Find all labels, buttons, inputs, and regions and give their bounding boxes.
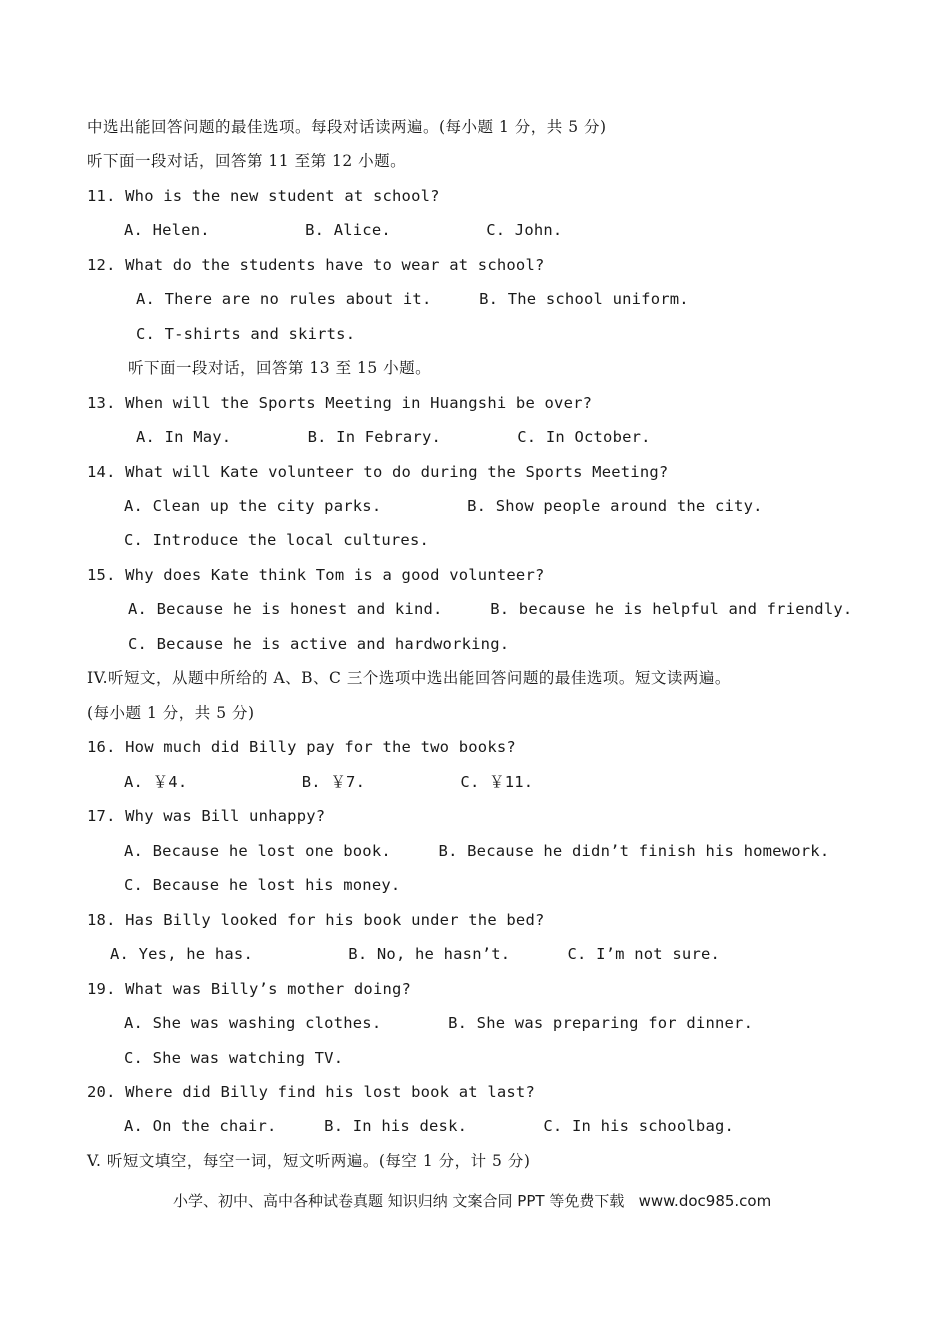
question-18: 18. Has Billy looked for his book under the bed? [87, 911, 545, 929]
options-17-ab: A. Because he lost one book. B. Because he didn’t finish his homework. [124, 842, 830, 860]
section-iv-scoring: (每小题 1 分，共 5 分) [87, 704, 255, 722]
options-12-c: C. T-shirts and skirts. [136, 325, 356, 343]
question-11: 11. Who is the new student at school? [87, 187, 440, 205]
section-iv-heading: IV.听短文，从题中所给的 A、B、C 三个选项中选出能回答问题的最佳选项。短文读两遍。 [87, 669, 731, 687]
question-12: 12. What do the students have to wear at school? [87, 256, 545, 274]
options-20: A. On the chair. B. In his desk. C. In his schoolbag. [124, 1117, 735, 1135]
options-14-c: C. Introduce the local cultures. [124, 531, 430, 549]
page-footer: 小学、初中、高中各种试卷真题 知识归纳 文案合同 PPT 等免费下载 www.doc985.com [173, 1192, 772, 1210]
section-v-heading: V. 听短文填空，每空一词，短文听两遍。(每空 1 分，计 5 分) [87, 1152, 531, 1170]
question-19: 19. What was Billy’s mother doing? [87, 980, 412, 998]
question-20: 20. Where did Billy find his lost book at last? [87, 1083, 535, 1101]
options-17-c: C. Because he lost his money. [124, 876, 401, 894]
options-19-ab: A. She was washing clothes. B. She was preparing for dinner. [124, 1014, 754, 1032]
options-15-c: C. Because he is active and hardworking. [128, 635, 510, 653]
options-12-ab: A. There are no rules about it. B. The school uniform. [136, 290, 689, 308]
line-01: 中选出能回答问题的最佳选项。每段对话读两遍。(每小题 1 分，共 5 分) [87, 118, 607, 136]
line-08: 听下面一段对话，回答第 13 至 15 小题。 [128, 359, 432, 377]
question-14: 14. What will Kate volunteer to do during the Sports Meeting? [87, 463, 669, 481]
options-11: A. Helen. B. Alice. C. John. [124, 221, 563, 239]
options-14-ab: A. Clean up the city parks. B. Show people around the city. [124, 497, 763, 515]
options-16: A. ￥4. B. ￥7. C. ￥11. [124, 773, 534, 791]
question-17: 17. Why was Bill unhappy? [87, 807, 326, 825]
options-15-ab: A. Because he is honest and kind. B. because he is helpful and friendly. [128, 600, 853, 618]
question-16: 16. How much did Billy pay for the two books? [87, 738, 516, 756]
line-02: 听下面一段对话，回答第 11 至第 12 小题。 [87, 152, 407, 170]
question-13: 13. When will the Sports Meeting in Huangshi be over? [87, 394, 593, 412]
question-15: 15. Why does Kate think Tom is a good volunteer? [87, 566, 545, 584]
options-13: A. In May. B. In Febrary. C. In October. [136, 428, 651, 446]
options-19-c: C. She was watching TV. [124, 1049, 344, 1067]
options-18: A. Yes, he has. B. No, he hasn’t. C. I’m not sure. [110, 945, 721, 963]
